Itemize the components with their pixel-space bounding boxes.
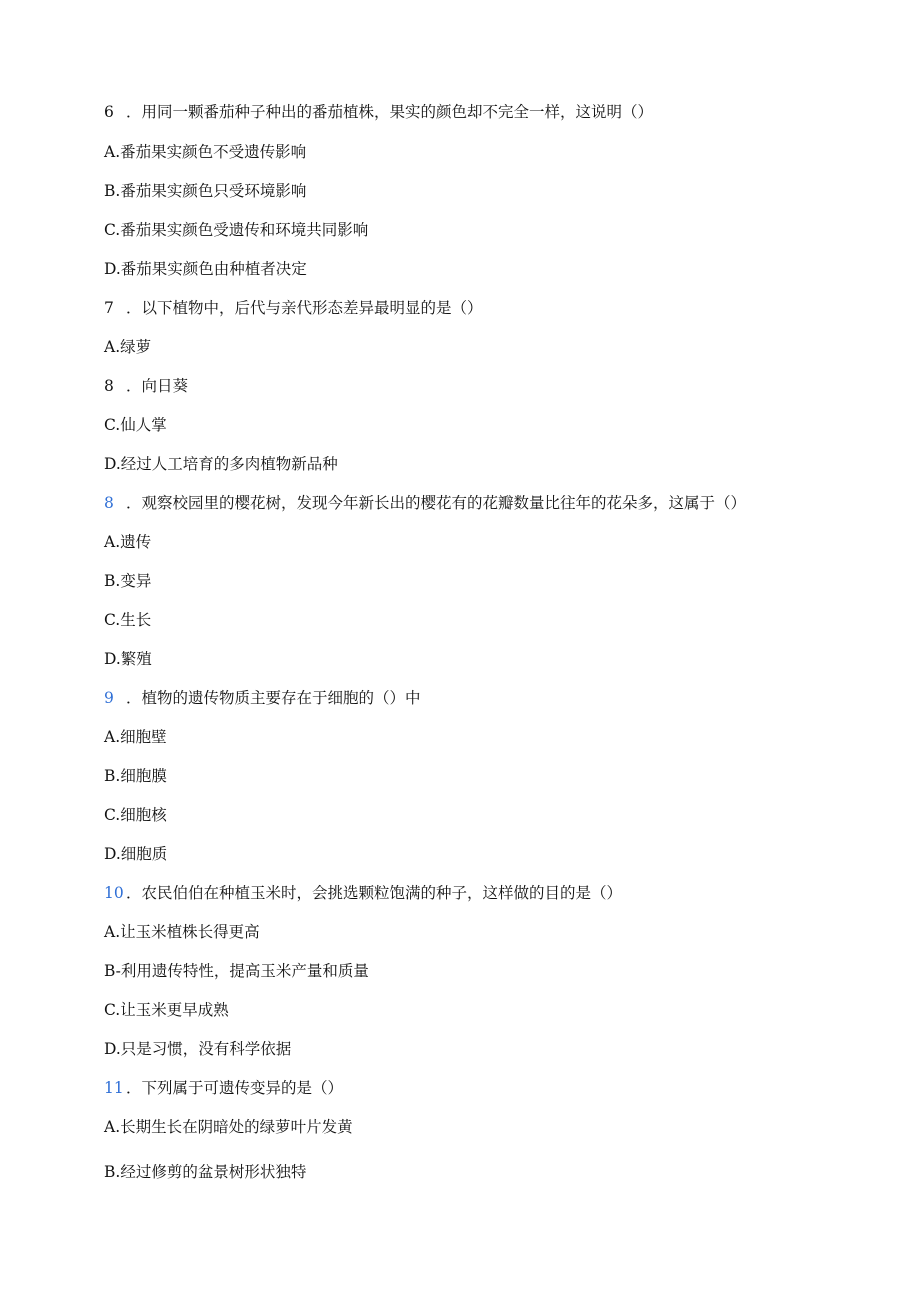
question-number: 8 <box>104 494 114 512</box>
question-stem <box>104 102 653 122</box>
answer-option: C.生长 <box>104 611 152 629</box>
answer-option: C.番茄果实颜色受遗传和环境共同影响 <box>104 221 369 239</box>
question-text: ．向日葵 <box>126 377 189 395</box>
answer-option: D.细胞质 <box>104 845 168 863</box>
answer-option: B.经过修剪的盆景树形状独特 <box>104 1163 307 1181</box>
answer-option: D.经过人工培育的多肉植物新品种 <box>104 455 338 473</box>
answer-option: D.繁殖 <box>104 650 152 668</box>
answer-option: A.遗传 <box>104 533 152 551</box>
answer-option: C.仙人掌 <box>104 416 167 434</box>
question-text: ．观察校园里的樱花树，发现今年新长出的樱花有的花瓣数量比往年的花朵多，这属于（） <box>126 494 747 512</box>
question-number: 7 <box>104 299 114 317</box>
question-stem <box>104 376 188 396</box>
answer-option: A.让玉米植株长得更高 <box>104 923 260 941</box>
answer-option: A.番茄果实颜色不受遗传影响 <box>104 143 307 161</box>
answer-option: A.细胞壁 <box>104 728 167 746</box>
question-number: 10 <box>104 884 124 902</box>
answer-option: C.细胞核 <box>104 806 167 824</box>
question-number: 6 <box>104 103 114 121</box>
question-text: ．以下植物中，后代与亲代形态差异最明显的是（） <box>126 299 483 317</box>
question-stem <box>104 298 483 318</box>
answer-option: B-利用遗传特性，提高玉米产量和质量 <box>104 962 369 980</box>
question-number: 8 <box>104 377 114 395</box>
answer-option: B.变异 <box>104 572 152 590</box>
question-text: ．植物的遗传物质主要存在于细胞的（）中 <box>126 689 421 707</box>
answer-option: A.绿萝 <box>104 338 152 356</box>
question-text: ．用同一颗番茄种子种出的番茄植株，果实的颜色却不完全一样，这说明（） <box>126 103 654 121</box>
answer-option: D.只是习惯，没有科学依据 <box>104 1040 292 1058</box>
question-stem <box>104 688 421 708</box>
question-stem <box>104 1078 343 1098</box>
question-number: 9 <box>104 689 114 707</box>
answer-option: B.细胞膜 <box>104 767 167 785</box>
question-number: 11 <box>104 1079 124 1097</box>
answer-option: A.长期生长在阴暗处的绿萝叶片发黄 <box>104 1118 353 1136</box>
question-stem <box>104 493 746 513</box>
question-stem <box>104 883 622 903</box>
answer-option: B.番茄果实颜色只受环境影响 <box>104 182 307 200</box>
answer-option: C.让玉米更早成熟 <box>104 1001 229 1019</box>
question-text: ．农民伯伯在种植玉米时，会挑选颗粒饱满的种子，这样做的目的是（） <box>126 884 623 902</box>
question-text: ．下列属于可遗传变异的是（） <box>126 1079 344 1097</box>
answer-option: D.番茄果实颜色由种植者决定 <box>104 260 307 278</box>
